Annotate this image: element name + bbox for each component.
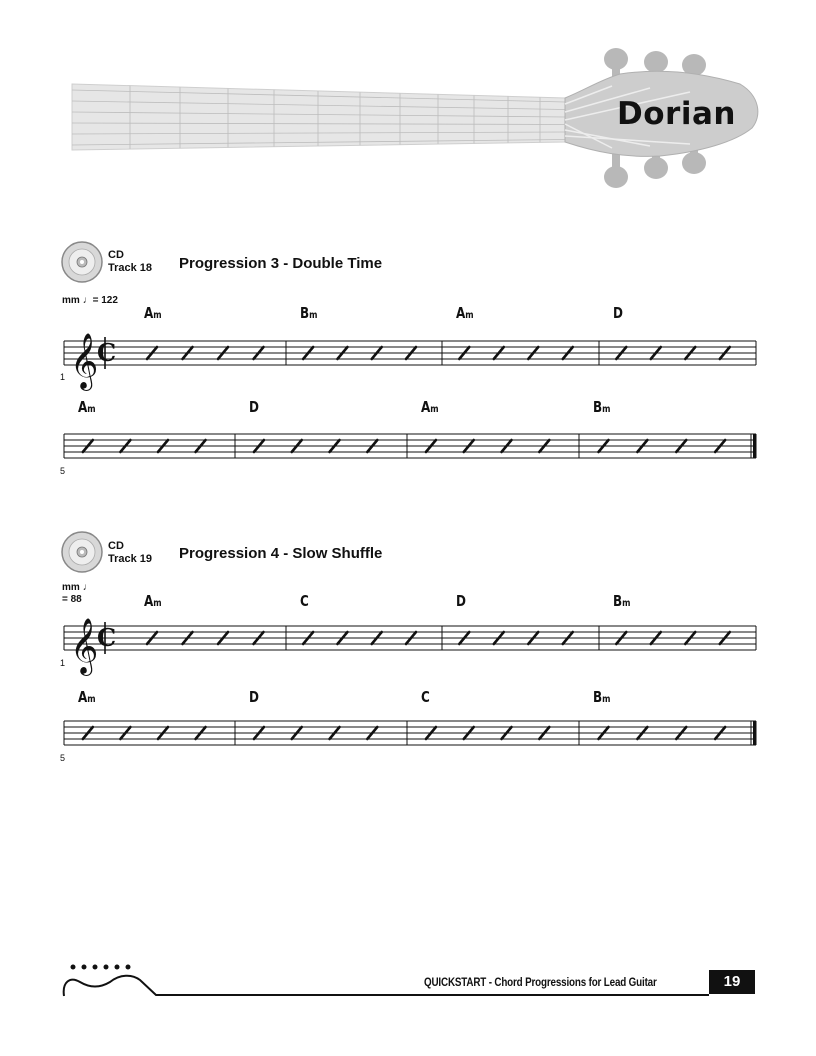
chord-symbol: Am (456, 304, 474, 322)
page-number: 19 (709, 970, 755, 994)
tempo-value: = 122 (92, 295, 118, 306)
quarter-note-icon: ♩ (82, 295, 93, 306)
cd-text: CD (108, 249, 124, 261)
tempo-value: = 88 (62, 594, 82, 605)
page-heading: Dorian (617, 96, 736, 132)
chord-symbol: Am (144, 304, 162, 322)
chord-symbol: D (456, 592, 466, 610)
treble-clef-icon: 𝄞 (70, 618, 99, 674)
tempo-prefix: mm (62, 295, 80, 306)
track-number: Track 19 (108, 553, 153, 565)
tempo-prefix: mm (62, 582, 80, 593)
cut-time-icon: C (97, 338, 117, 367)
measure-number: 1 (60, 372, 66, 382)
measure-number: 1 (60, 658, 66, 668)
track-number: Track 18 (108, 262, 153, 274)
cut-time-icon: C (97, 623, 117, 652)
chord-symbol: Bm (300, 304, 318, 322)
chord-symbol: Am (78, 688, 96, 706)
chord-symbol: Am (421, 398, 439, 416)
chord-symbol: Bm (593, 398, 611, 416)
chord-symbol: D (613, 304, 623, 322)
chord-symbol: Bm (593, 688, 611, 706)
quarter-note-icon: ♩ (82, 582, 93, 593)
progression-title: Progression 4 - Slow Shuffle (179, 545, 383, 562)
chord-symbol: Am (144, 592, 162, 610)
chord-symbol: D (249, 688, 259, 706)
dot-row (71, 965, 131, 970)
chord-symbol: C (421, 688, 430, 706)
progression-title: Progression 3 - Double Time (179, 255, 383, 272)
chord-symbol: D (249, 398, 259, 416)
chord-symbol: C (300, 592, 309, 610)
chord-symbol: Bm (613, 592, 631, 610)
cd-text: CD (108, 540, 124, 552)
footer-book-title: QUICKSTART - Chord Progressions for Lead Guitar (424, 975, 657, 989)
treble-clef-icon: 𝄞 (70, 333, 99, 389)
measure-number: 5 (60, 466, 66, 476)
chord-symbol: Am (78, 398, 96, 416)
measure-number: 5 (60, 753, 66, 763)
